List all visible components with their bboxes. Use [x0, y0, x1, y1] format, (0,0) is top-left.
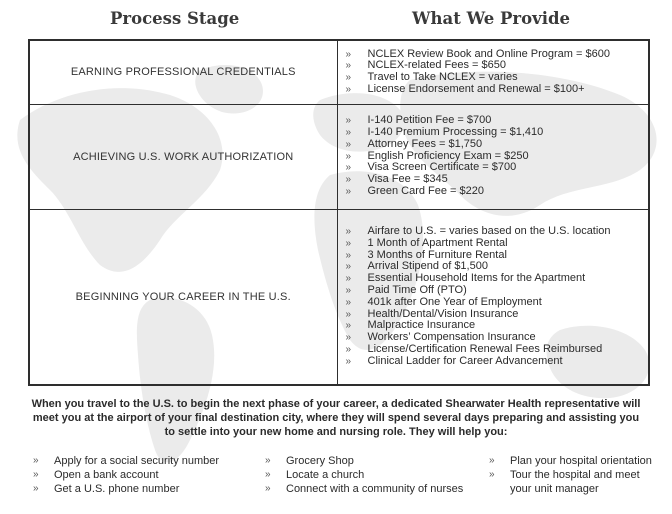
item-text: Green Card Fee = $220 [367, 184, 484, 197]
provide-cell [337, 104, 649, 209]
bullet-icon: » [345, 237, 352, 249]
item-text: Connect with a community of nurses [286, 483, 464, 495]
bullet-icon: » [345, 185, 352, 197]
bullet-icon: » [345, 60, 352, 72]
item-text: Workers’ Compensation Insurance [367, 331, 536, 344]
bullet-icon: » [345, 138, 352, 150]
list-item [344, 356, 645, 368]
process-table [28, 39, 650, 386]
list-item [262, 468, 482, 482]
item-text: Arrival Stipend of $1,500 [367, 260, 488, 273]
bullet-icon: » [345, 355, 352, 367]
help-list-1 [30, 454, 250, 496]
intro-paragraph: When you travel to the U.S. to begin the next phase of your career, a dedicated Shearwater Health representative will meet you at the airport of your final destination city, where they will spend several days preparing and assisting you to settle into your new home and nursing role. They will help you: [31, 398, 641, 438]
bullet-icon: » [489, 455, 495, 466]
bullet-icon: » [345, 127, 352, 138]
help-list-2 [262, 454, 482, 496]
help-list-3 [486, 454, 661, 496]
bullet-icon: » [345, 308, 352, 320]
item-text: Visa Screen Certificate = $700 [367, 161, 517, 174]
item-text: 401k after One Year of Employment [367, 295, 542, 308]
list-item [262, 454, 482, 468]
item-text: Grocery Shop [286, 455, 354, 467]
item-text: Open a bank account [54, 469, 159, 481]
item-text: 3 Months of Furniture Rental [367, 248, 507, 261]
bullet-icon: » [345, 332, 352, 344]
bullet-icon: » [345, 48, 352, 60]
bullet-icon: » [33, 483, 39, 494]
item-text: Attorney Fees = $1,750 [367, 137, 483, 150]
bullet-icon: » [345, 150, 352, 162]
stage-cell: ACHIEVING U.S. WORK AUTHORIZATION [29, 104, 337, 209]
bullet-icon: » [345, 320, 352, 332]
provide-list [344, 115, 645, 198]
bullet-icon: » [489, 469, 495, 480]
provide-list [344, 49, 645, 96]
bullet-icon: » [345, 115, 352, 127]
bullet-icon: » [265, 469, 271, 480]
item-text: Health/Dental/Vision Insurance [367, 307, 519, 320]
bullet-icon: » [345, 273, 352, 285]
item-text: Paid Time Off (PTO) [367, 283, 467, 296]
list-item [30, 482, 250, 496]
item-text: License Endorsement and Renewal = $100+ [367, 83, 585, 96]
bullet-icon: » [33, 455, 39, 466]
table-row [29, 104, 649, 209]
list-item [344, 186, 645, 198]
provide-list [344, 226, 645, 368]
bullet-icon: » [265, 483, 271, 494]
item-text: Get a U.S. phone number [54, 483, 180, 495]
item-text: NCLEX Review Book and Online Program = $600 [367, 47, 610, 60]
item-text: NCLEX-related Fees = $650 [367, 59, 506, 72]
item-text: English Proficiency Exam = $250 [367, 149, 529, 162]
process-stage-header: Process Stage [110, 9, 240, 28]
bullet-icon: » [345, 174, 352, 186]
list-item [30, 454, 250, 468]
stage-cell: BEGINNING YOUR CAREER IN THE U.S. [29, 209, 337, 385]
bullet-icon: » [345, 162, 352, 174]
bullet-icon: » [265, 455, 271, 466]
item-text: Clinical Ladder for Career Advancement [367, 354, 563, 367]
item-text: I-140 Premium Processing = $1,410 [367, 126, 544, 138]
item-text: I-140 Petition Fee = $700 [367, 114, 492, 127]
list-item [262, 482, 482, 496]
item-text: License/Certification Renewal Fees Reimbursed [367, 342, 603, 355]
column-headers [0, 9, 672, 35]
bullet-icon: » [345, 225, 352, 237]
what-we-provide-header: What We Provide [412, 9, 571, 28]
table-row [29, 209, 649, 385]
item-text: Malpractice Insurance [367, 319, 476, 332]
bullet-icon: » [345, 343, 352, 355]
list-item [486, 454, 661, 468]
list-item [344, 84, 645, 96]
bullet-icon: » [345, 284, 352, 296]
bullet-icon: » [345, 296, 352, 308]
item-text: 1 Month of Apartment Rental [367, 236, 508, 249]
bullet-icon: » [345, 249, 352, 261]
provide-cell [337, 40, 649, 104]
item-text: Travel to Take NCLEX = varies [367, 71, 518, 84]
item-text: Tour the hospital and meet your unit manager [510, 469, 640, 495]
bullet-icon: » [33, 469, 39, 480]
bullet-icon: » [345, 72, 352, 84]
item-text: Plan your hospital orientation [510, 455, 652, 467]
item-text: Apply for a social security number [54, 455, 220, 467]
item-text: Locate a church [286, 469, 365, 481]
list-item [30, 468, 250, 482]
bullet-icon: » [345, 261, 352, 273]
item-text: Airfare to U.S. = varies based on the U.S. location [367, 224, 611, 237]
stage-cell: EARNING PROFESSIONAL CREDENTIALS [29, 40, 337, 104]
item-text: Essential Household Items for the Apartment [367, 272, 586, 285]
item-text: Visa Fee = $345 [367, 173, 448, 186]
list-item [486, 468, 661, 496]
provide-cell [337, 209, 649, 385]
bullet-icon: » [345, 84, 352, 96]
table-row [29, 40, 649, 104]
